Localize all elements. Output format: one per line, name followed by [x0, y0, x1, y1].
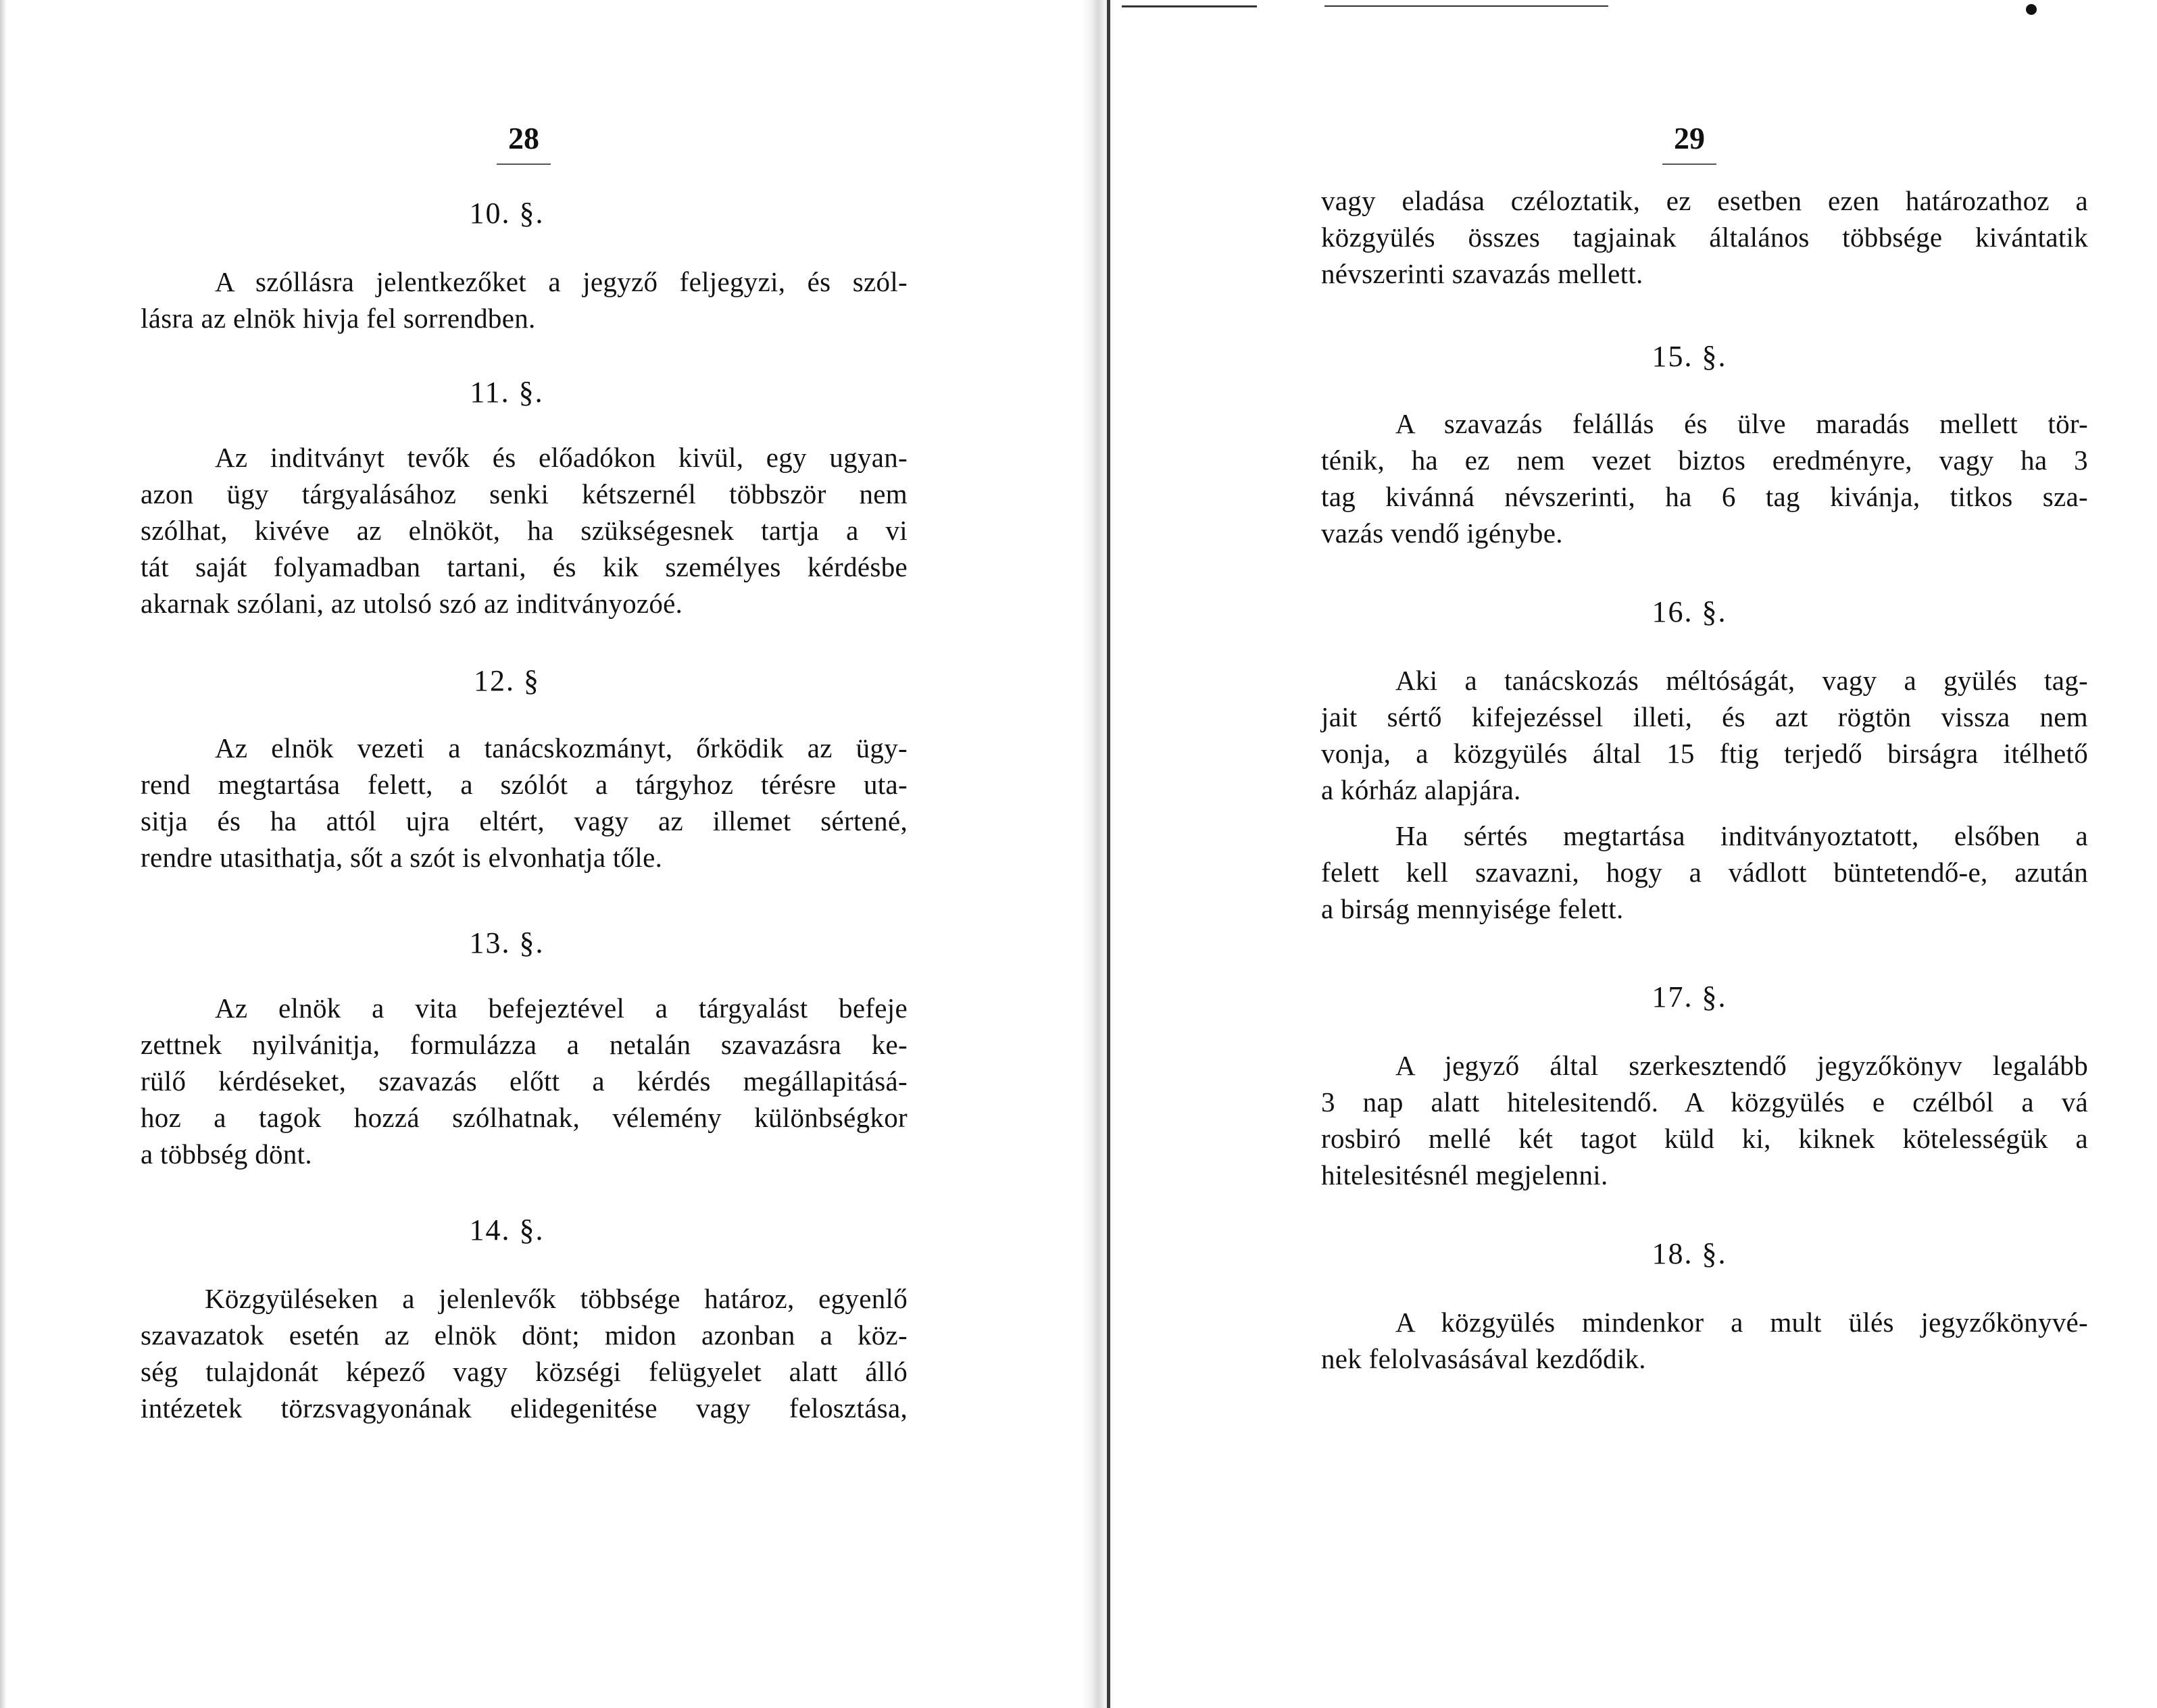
text-line: rendre utasithatja, sőt a szót is elvonhatja tőle.	[141, 842, 663, 873]
page-number-rule	[497, 164, 551, 165]
text-line: a többség dönt.	[141, 1138, 312, 1170]
section-paragraph	[1321, 405, 2088, 551]
section-heading: 17. §.	[1652, 980, 1727, 1013]
page-number-rule	[1662, 164, 1716, 165]
text-line: rend megtartása felett, a szólót a tárgyhoz térésre uta-	[141, 769, 908, 800]
text-line: A jegyző által szerkesztendő jegyzőkönyv legalább	[1395, 1050, 2088, 1081]
text-line: A közgyülés mindenkor a mult ülés jegyzőkönyvé-	[1395, 1307, 2088, 1338]
text-line: rülő kérdéseket, szavazás előtt a kérdés megállapitásá-	[141, 1065, 908, 1097]
right-page	[1115, 0, 2157, 1708]
text-line: közgyülés összes tagjainak általános többsége kivántatik	[1321, 222, 2088, 253]
section-paragraph	[141, 730, 908, 876]
section-paragraph	[1321, 662, 2088, 808]
section-paragraph	[1321, 1304, 2088, 1377]
section-heading: 10. §.	[469, 197, 545, 230]
page-number: 29	[1674, 121, 1705, 155]
text-line: a birság mennyisége felett.	[1321, 893, 1624, 924]
text-line: intézetek törzsvagyonának elidegenitése vagy felosztása,	[141, 1392, 908, 1424]
continued-paragraph	[1321, 182, 2088, 292]
section-heading: 15. §.	[1652, 340, 1727, 373]
text-line: A szavazás felállás és ülve maradás mellett tör-	[1395, 408, 2088, 439]
text-line: vagy eladása czéloztatik, ez esetben ezen határozathoz a	[1321, 185, 2088, 216]
text-line: Az elnök vezeti a tanácskozmányt, őrködik az ügy-	[215, 732, 908, 763]
book-spine-line	[1107, 0, 1110, 1708]
section-paragraph	[141, 263, 908, 336]
text-line: tag kivánná névszerinti, ha 6 tag kivánja, titkos sza-	[1321, 481, 2088, 512]
section-heading: 16. §.	[1652, 595, 1727, 628]
text-line: azon ügy tárgyalásához senki kétszernél többször nem	[141, 478, 908, 509]
text-line: zettnek nyilvánitja, formulázza a netalán szavazásra ke-	[141, 1029, 908, 1060]
section-heading: 18. §.	[1652, 1237, 1727, 1270]
text-line: A szóllásra jelentkezőket a jegyző feljegyzi, és szól-	[215, 266, 908, 297]
text-line: szólhat, kivéve az elnököt, ha szükségesnek tartja a vi	[141, 515, 908, 546]
text-line: nek felolvasásával kezdődik.	[1321, 1343, 1646, 1374]
text-line: Aki a tanácskozás méltóságát, vagy a gyülés tag-	[1395, 665, 2088, 696]
section-paragraph	[141, 990, 908, 1172]
text-line: 3 nap alatt hitelesitendő. A közgyülés e czélból a vá	[1321, 1086, 2088, 1117]
text-line: rosbiró mellé két tagot küld ki, kiknek kötelességük a	[1321, 1123, 2088, 1154]
text-line: ség tulajdonát képező vagy községi felügyelet alatt álló	[141, 1356, 908, 1387]
section-heading: 11. §.	[470, 376, 544, 409]
text-line: névszerinti szavazás mellett.	[1321, 258, 1643, 289]
text-line: jait sértő kifejezéssel illeti, és azt rögtön vissza nem	[1321, 701, 2088, 732]
section-paragraph	[1321, 1047, 2088, 1193]
section-heading: 13. §.	[469, 926, 545, 959]
text-line: vazás vendő igénybe.	[1321, 518, 1563, 549]
text-line: vonja, a közgyülés által 15 ftig terjedő birságra itélhető	[1321, 738, 2088, 769]
text-line: hoz a tagok hozzá szólhatnak, vélemény különbségkor	[141, 1102, 908, 1133]
text-line: felett kell szavazni, hogy a vádlott büntetendő-e, azután	[1321, 857, 2088, 888]
text-line: lásra az elnök hivja fel sorrendben.	[141, 303, 536, 334]
text-line: Közgyüléseken a jelenlevők többsége határoz, egyenlő	[205, 1283, 908, 1314]
text-line: akarnak szólani, az utolsó szó az inditványozóé.	[141, 588, 683, 619]
text-line: a kórház alapjára.	[1321, 774, 1521, 805]
text-line: sitja és ha attól ujra eltért, vagy az illemet sértené,	[141, 805, 908, 836]
section-paragraph	[1321, 818, 2088, 927]
text-line: szavazatok esetén az elnök dönt; midon azonban a köz-	[141, 1320, 908, 1351]
text-line: hitelesitésnél megjelenni.	[1321, 1159, 1608, 1190]
section-heading: 12. §	[474, 664, 540, 697]
section-heading: 14. §.	[469, 1213, 545, 1247]
section-paragraph	[141, 1280, 908, 1426]
page-number: 28	[508, 121, 539, 155]
section-paragraph	[141, 439, 908, 622]
text-line: ténik, ha ez nem vezet biztos eredményre, vagy ha 3	[1321, 445, 2088, 476]
text-line: Ha sértés megtartása inditványoztatott, elsőben a	[1395, 820, 2088, 851]
text-line: tát saját folyamadban tartani, és kik személyes kérdésbe	[141, 551, 908, 582]
text-line: Az elnök a vita befejeztével a tárgyalást befeje	[215, 993, 908, 1024]
text-line: Az inditványt tevők és előadókon kivül, egy ugyan-	[215, 442, 908, 473]
